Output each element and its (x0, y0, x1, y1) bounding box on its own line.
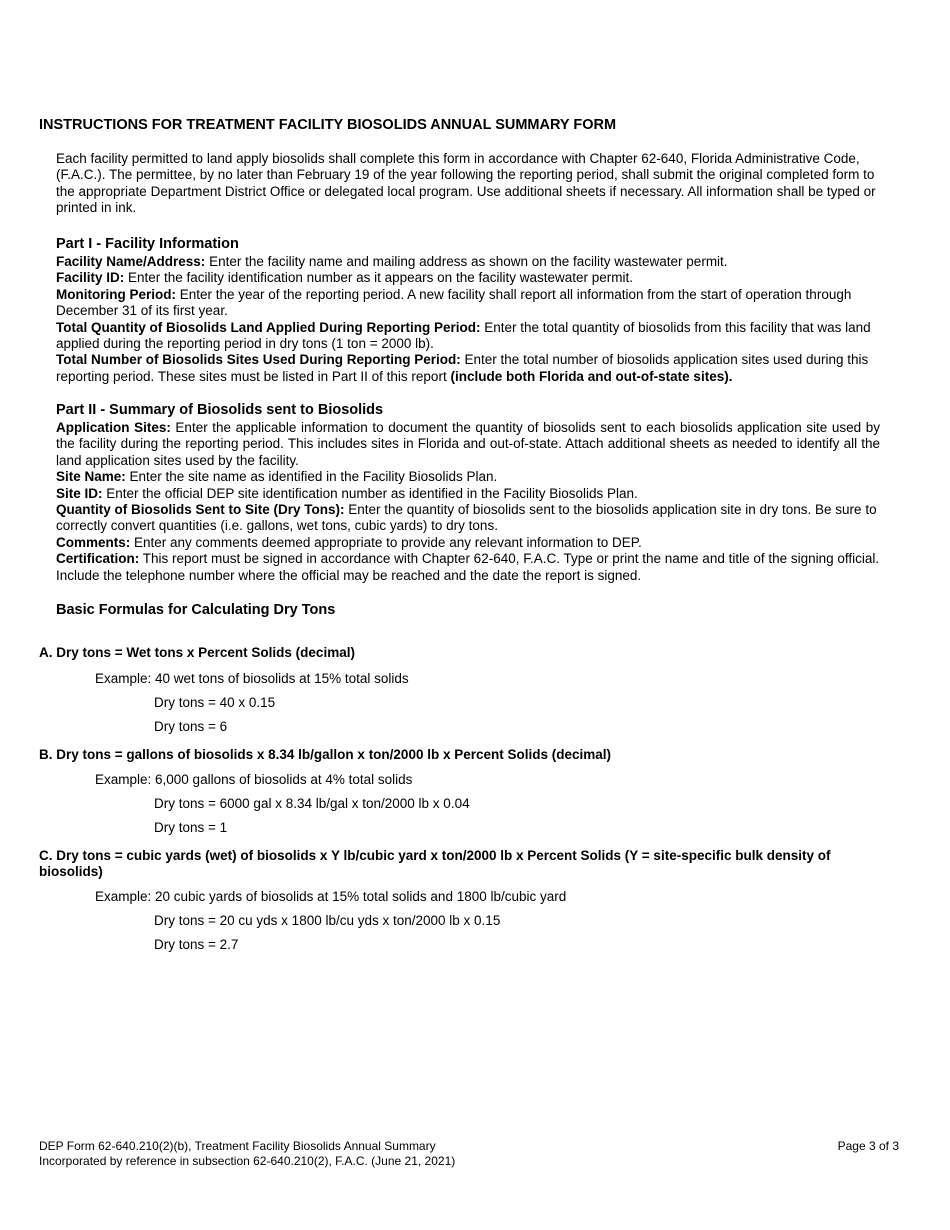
item-text: Enter the year of the reporting period. A new facility shall report all information from the start of operation through December 31 of its first year. (56, 286, 852, 319)
part1-item (56, 287, 880, 320)
item-text: This report must be signed in accordance with Chapter 62-640, F.A.C. Type or print the name and title of the signing official. Include the telephone number where the official may be reached and the date the report is signed. (56, 551, 880, 583)
part1-item (56, 270, 880, 286)
item-label: Total Quantity of Biosolids Land Applied During Reporting Period: (56, 319, 481, 335)
part2-heading: Part II - Summary of Biosolids sent to Biosolids (56, 402, 384, 418)
formula-c-title: C. Dry tons = cubic yards (wet) of biosolids x Y lb/cubic yard x ton/2000 lb x Percent Solids (Y = site-specific bulk density of biosolids) (39, 848, 831, 880)
item-label: Total Number of Biosolids Sites Used During Reporting Period: (56, 352, 461, 368)
item-text: Enter the total number of biosolids application sites used during this reporting period. These sites must be listed in Part II of this report (56, 352, 869, 384)
item-bold-tail: (include both Florida and out-of-state sites). (450, 368, 733, 384)
footer-form-line: DEP Form 62-640.210(2)(b), Treatment Facility Biosolids Annual Summary (39, 1139, 436, 1153)
part2-item (56, 420, 880, 469)
part1-item (56, 254, 880, 270)
part2-item (56, 551, 880, 584)
footer-form-info (39, 1139, 455, 1170)
part2-section (56, 401, 880, 584)
item-label: Facility Name/Address: (56, 254, 206, 269)
page-number: Page 3 of 3 (837, 1139, 899, 1153)
formula-c-calc: Dry tons = 20 cu yds x 1800 lb/cu yds x ton/2000 lb x 0.15 (154, 913, 501, 928)
formulas-heading: Basic Formulas for Calculating Dry Tons (56, 602, 336, 618)
part2-item (56, 502, 880, 535)
part1-heading: Part I - Facility Information (56, 236, 239, 252)
item-text: Enter the facility identification number as it appears on the facility wastewater permit. (124, 270, 634, 286)
formula-a-calc: Dry tons = 40 x 0.15 (154, 695, 276, 710)
formula-b-result: Dry tons = 1 (154, 820, 228, 835)
item-label: Site Name: (56, 469, 126, 485)
formula-a-result: Dry tons = 6 (154, 719, 228, 734)
formula-b-title: B. Dry tons = gallons of biosolids x 8.34 lb/gallon x ton/2000 lb x Percent Solids (decimal) (39, 747, 612, 762)
formula-c-example: Example: 20 cubic yards of biosolids at 15% total solids and 1800 lb/cubic yard (95, 889, 567, 904)
item-label: Application Sites: (56, 420, 171, 435)
part2-item (56, 486, 880, 502)
formula-c-result: Dry tons = 2.7 (154, 937, 239, 952)
item-label: Certification: (56, 551, 140, 567)
item-text: Enter the official DEP site identification number as identified in the Facility Biosolids Plan. (102, 485, 638, 501)
item-text: Enter the site name as identified in the Facility Biosolids Plan. (125, 469, 498, 485)
page-title: INSTRUCTIONS FOR TREATMENT FACILITY BIOSOLIDS ANNUAL SUMMARY FORM (39, 117, 617, 133)
item-text: Enter any comments deemed appropriate to provide any relevant information to DEP. (130, 534, 642, 550)
part2-item (56, 535, 880, 551)
item-text: Enter the quantity of biosolids sent to the biosolids application site in dry tons. Be sure to correctly convert quantities (i.e. gallons, wet tons, cubic yards) to dry tons. (56, 502, 877, 534)
item-label: Comments: (56, 534, 131, 550)
part2-item (56, 469, 880, 485)
part1-section (56, 235, 880, 385)
part1-item (56, 320, 880, 353)
item-label: Quantity of Biosolids Sent to Site (Dry Tons): (56, 502, 345, 518)
intro-paragraph: Each facility permitted to land apply biosolids shall complete this form in accordance with Chapter 62-640, Florida Administrative Code, (F.A.C.). The permittee, by no later than February 19 of the year following the reporting period, shall submit the original completed form to the appropriate Department District Office or delegated local program. Use additional sheets if necessary. All information shall be typed or printed in ink. (56, 151, 876, 216)
item-text: Enter the facility name and mailing address as shown on the facility wastewater permit. (205, 254, 728, 269)
formula-b-calc: Dry tons = 6000 gal x 8.34 lb/gal x ton/2000 lb x 0.04 (154, 796, 470, 811)
item-text: Enter the total quantity of biosolids from this facility that was land applied during the reporting period in dry tons (1 ton = 2000 lb). (56, 319, 871, 352)
item-text: Enter the applicable information to document the quantity of biosolids sent to each biosolids application site used by the facility during the reporting period. This includes sites in Florida and out-of-state. Attach additional sheets as needed to identify all the land application sites used by the facility. (56, 420, 880, 468)
formula-b-example: Example: 6,000 gallons of biosolids at 4% total solids (95, 772, 413, 787)
item-label: Site ID: (56, 485, 103, 501)
part1-item (56, 352, 880, 385)
item-label: Monitoring Period: (56, 286, 176, 302)
formula-a-title: A. Dry tons = Wet tons x Percent Solids (decimal) (39, 645, 355, 660)
formula-a-example: Example: 40 wet tons of biosolids at 15% total solids (95, 671, 409, 686)
item-label: Facility ID: (56, 270, 125, 286)
footer-incorporated-line: Incorporated by reference in subsection 62-640.210(2), F.A.C. (June 21, 2021) (39, 1154, 456, 1169)
